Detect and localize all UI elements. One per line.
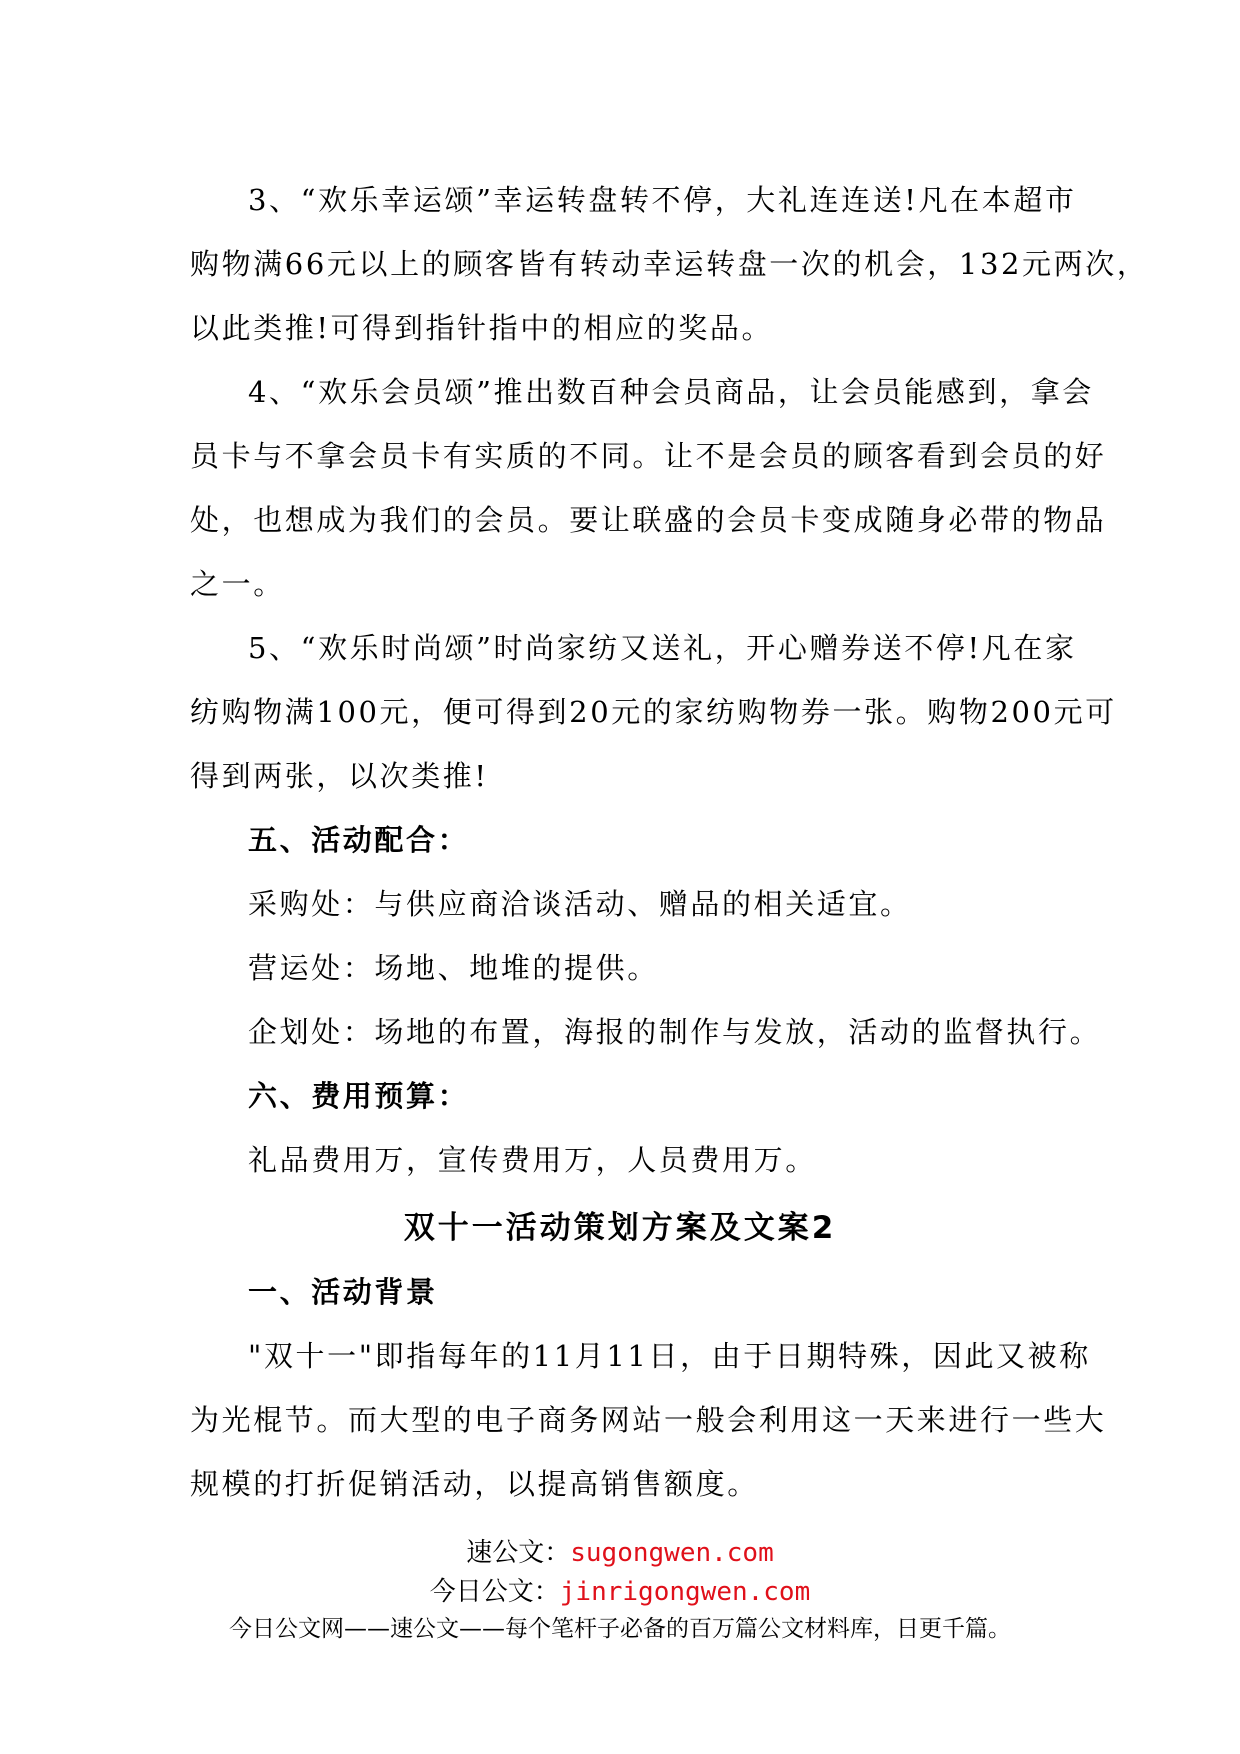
footer-jinrigongwen-link[interactable]: jinrigongwen.com: [559, 1577, 811, 1607]
doc2-section-1-line-3: 规模的打折促销活动，以提高销售额度。: [190, 1467, 759, 1501]
section-5-item-purchasing: 采购处：与供应商洽谈活动、赠品的相关适宜。: [248, 887, 912, 921]
footer-slogan: 今日公文网——速公文——每个笔杆子必备的百万篇公文材料库，日更千篇。: [229, 1616, 1011, 1642]
paragraph-4-line-1: 4、“欢乐会员颂”推出数百种会员商品，让会员能感到，拿会: [248, 375, 1094, 409]
section-6-heading: 六、费用预算：: [248, 1079, 470, 1113]
footer-sugongwen: [0, 1536, 1240, 1570]
footer-sugongwen-label: 速公文：: [466, 1538, 571, 1568]
section-5-item-planning: 企划处：场地的布置，海报的制作与发放，活动的监督执行。: [248, 1015, 1102, 1049]
paragraph-3-line-2: 购物满66元以上的顾客皆有转动幸运转盘一次的机会，132元两次，: [190, 247, 1149, 281]
section-5-heading: 五、活动配合：: [248, 823, 470, 857]
paragraph-5-line-2: 纺购物满100元，便可得到20元的家纺购物券一张。购物200元可: [190, 695, 1117, 729]
doc2-section-1-heading: 一、活动背景: [248, 1275, 438, 1309]
doc2-section-1-line-2: 为光棍节。而大型的电子商务网站一般会利用这一天来进行一些大: [190, 1403, 1107, 1437]
paragraph-5-line-3: 得到两张，以次类推!: [190, 759, 489, 793]
doc2-section-1-line-1: "双十一"即指每年的11月11日，由于日期特殊，因此又被称: [248, 1339, 1091, 1373]
document-body: [190, 0, 1149, 1501]
paragraph-4-line-2: 员卡与不拿会员卡有实质的不同。让不是会员的顾客看到会员的好: [190, 439, 1107, 473]
paragraph-4-line-3: 处，也想成为我们的会员。要让联盛的会员卡变成随身必带的物品: [190, 503, 1107, 537]
section-6-text: 礼品费用万，宣传费用万，人员费用万。: [248, 1143, 817, 1177]
footer-sugongwen-link[interactable]: sugongwen.com: [570, 1538, 774, 1568]
paragraph-4-line-4: 之一。: [190, 567, 285, 601]
paragraph-3-line-1: 3、“欢乐幸运颂”幸运转盘转不停，大礼连连送!凡在本超市: [248, 183, 1077, 217]
paragraph-3-line-3: 以此类推!可得到指针指中的相应的奖品。: [190, 311, 774, 345]
section-5-item-operations: 营运处：场地、地堆的提供。: [248, 951, 659, 985]
paragraph-5-line-1: 5、“欢乐时尚颂”时尚家纺又送礼，开心赠券送不停!凡在家: [248, 631, 1077, 665]
footer-jinrigongwen-label: 今日公文：: [429, 1577, 560, 1607]
doc2-title: 双十一活动策划方案及文案2: [403, 1210, 837, 1246]
footer-jinrigongwen: [0, 1575, 1240, 1609]
